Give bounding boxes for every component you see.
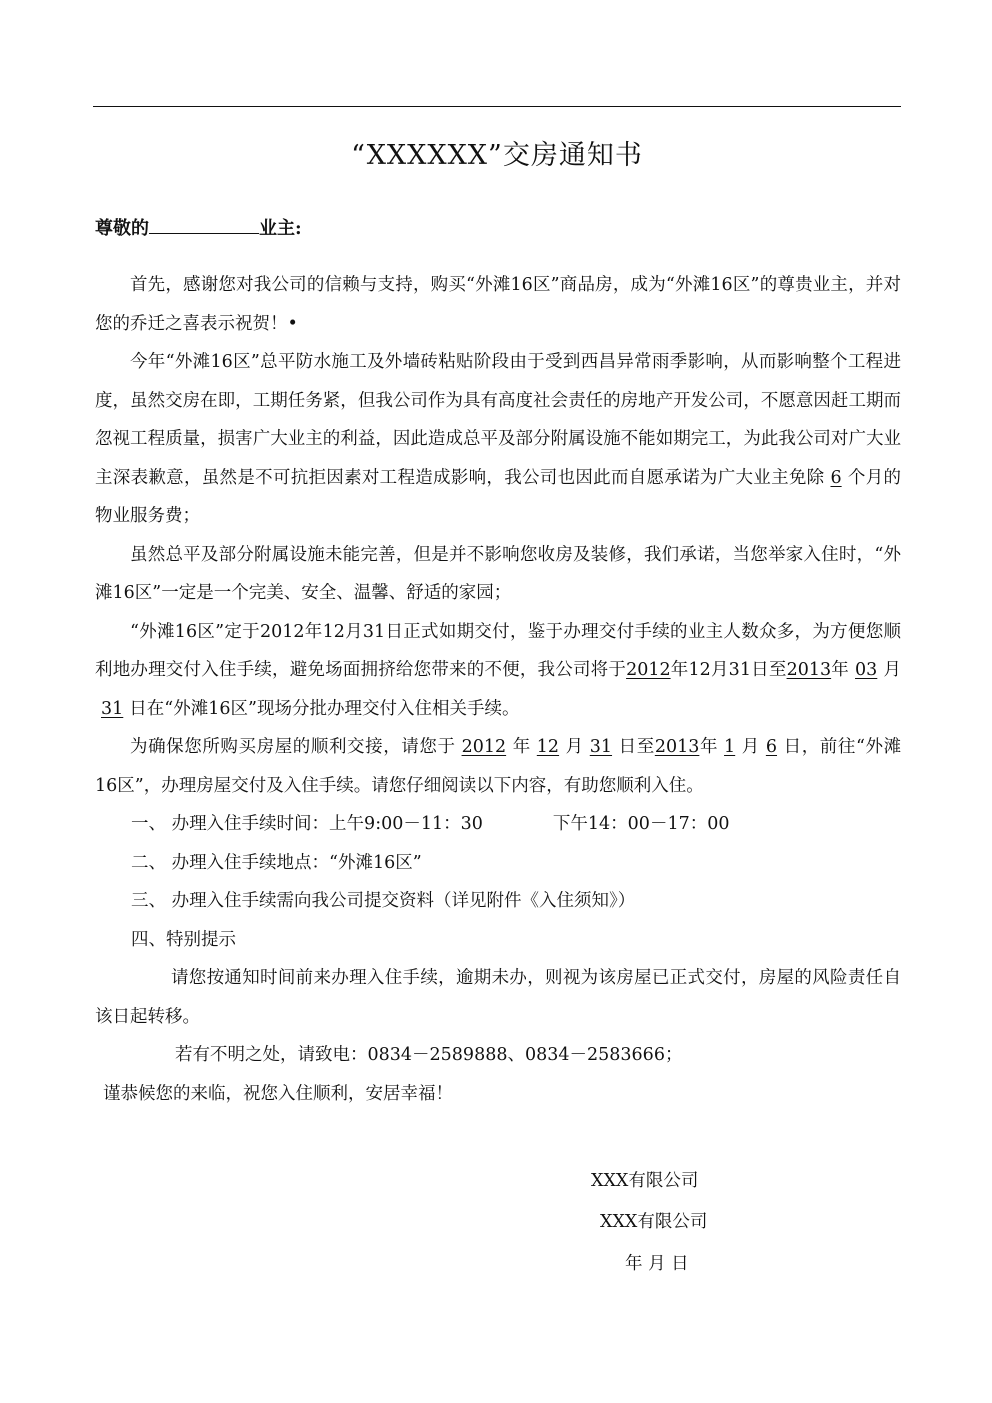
signature-company-2: XXX有限公司 — [600, 1212, 708, 1232]
handover-start-day: 31 — [589, 737, 613, 757]
item-special-notice: 四、特别提示 — [131, 929, 236, 950]
closing-line: 谨恭候您的来临，祝您入住顺利，安居幸福！ — [103, 1083, 453, 1104]
schedule-end-year: 2013 — [786, 660, 832, 680]
item-time-morning: 一、 办理入住手续时间：上午9:00－11：30 — [131, 814, 483, 834]
apology-text: 今年“外滩16区”总平防水施工及外墙砖粘贴阶段由于受到西昌异常雨季影响，从而影响整个工程进度，虽然交房在即，工期任务紧，但我公司作为具有高度社会责任的房地产开发公司，不愿意因赶工期而忽视工程质量，损害广大业主的利益，因此造成总平及部分附属设施不能如期完工，为此我公司对广大业主深表歉意，虽然是不可抗拒因素对工程造成影响，我公司也因此而自愿承诺为广大业主免除 — [95, 352, 901, 488]
paragraph-delivery-schedule — [95, 613, 901, 729]
schedule-end-day: 31 — [101, 698, 124, 719]
schedule-text-a: “外滩16区”定于2012年12月31日正式如期交付，鉴于办理交付手续的业主人数众多，为方便您顺利地办理交付入住手续，避免场面拥挤给您带来的不便，我公司将于 — [95, 621, 901, 680]
handover-end-month: 1 — [724, 737, 736, 757]
handover-text-g: 日，前往“外滩16区”，办理房屋交付及入住手续。请您仔细阅读以下内容，有助您顺利入住。 — [95, 737, 902, 796]
item-location: 二、 办理入住手续地点：“外滩16区” — [131, 852, 422, 873]
handover-text-e: 年 — [699, 737, 719, 757]
signature-date: 年 月 日 — [625, 1254, 689, 1274]
handover-text-a: 为确保您所购买房屋的顺利交接，请您于 — [130, 737, 456, 757]
paragraph-thanks: 首先，感谢您对我公司的信赖与支持，购买“外滩16区”商品房，成为“外滩16区”的尊贵业主，并对您的乔迁之喜表示祝贺！• — [95, 275, 901, 334]
paragraph-handover-dates — [95, 728, 901, 805]
handover-start-month: 12 — [536, 737, 560, 757]
paragraph-apology — [95, 343, 901, 536]
notice-paragraph: 请您按通知时间前来办理入住手续，逾期未办，则视为该房屋已正式交付，房屋的风险责任自该日起转移。 — [95, 968, 901, 1027]
contact-line: 若有不明之处，请致电：0834－2589888、0834－2583666； — [175, 1045, 683, 1065]
schedule-text-b: 年12月31日至 — [670, 660, 787, 680]
handover-text-b: 年 — [512, 737, 531, 757]
paragraph-promise: 虽然总平及部分附属设施未能完善，但是并不影响您收房及装修，我们承诺，当您举家入住时，“外滩16区”一定是一个完美、安全、温馨、舒适的家园； — [95, 544, 901, 603]
schedule-text-e: 日在“外滩16区”现场分批办理交付入住相关手续。 — [129, 698, 520, 719]
owner-name-blank — [149, 215, 259, 234]
item-documents: 三、 办理入住手续需向我公司提交资料（详见附件《入住须知》） — [131, 891, 636, 911]
schedule-text-c: 年 — [831, 660, 850, 680]
handover-end-year: 2013 — [654, 737, 700, 757]
handover-text-c: 月 — [565, 737, 584, 757]
handover-end-day: 6 — [765, 737, 778, 757]
letter-body — [95, 266, 901, 1113]
apology-text-end: 个月的物业服务费； — [95, 467, 902, 526]
handover-text-f: 月 — [741, 737, 760, 757]
document-title: “XXXXXX”交房通知书 — [351, 140, 643, 171]
salutation-prefix: 尊敬的 — [95, 218, 149, 239]
item-time — [95, 805, 901, 844]
schedule-start-year: 2012 — [626, 660, 671, 680]
handover-start-year: 2012 — [461, 737, 507, 757]
schedule-end-month: 03 — [855, 660, 878, 680]
salutation-suffix: 业主: — [259, 218, 302, 239]
header-rule — [93, 106, 901, 107]
schedule-text-d: 月 — [883, 660, 901, 680]
salutation — [95, 215, 302, 243]
item-time-afternoon: 下午14：00－17：00 — [552, 814, 730, 834]
waived-months: 6 — [830, 467, 842, 488]
signature-company-1: XXX有限公司 — [591, 1171, 699, 1191]
handover-text-d: 日至 — [618, 737, 655, 757]
